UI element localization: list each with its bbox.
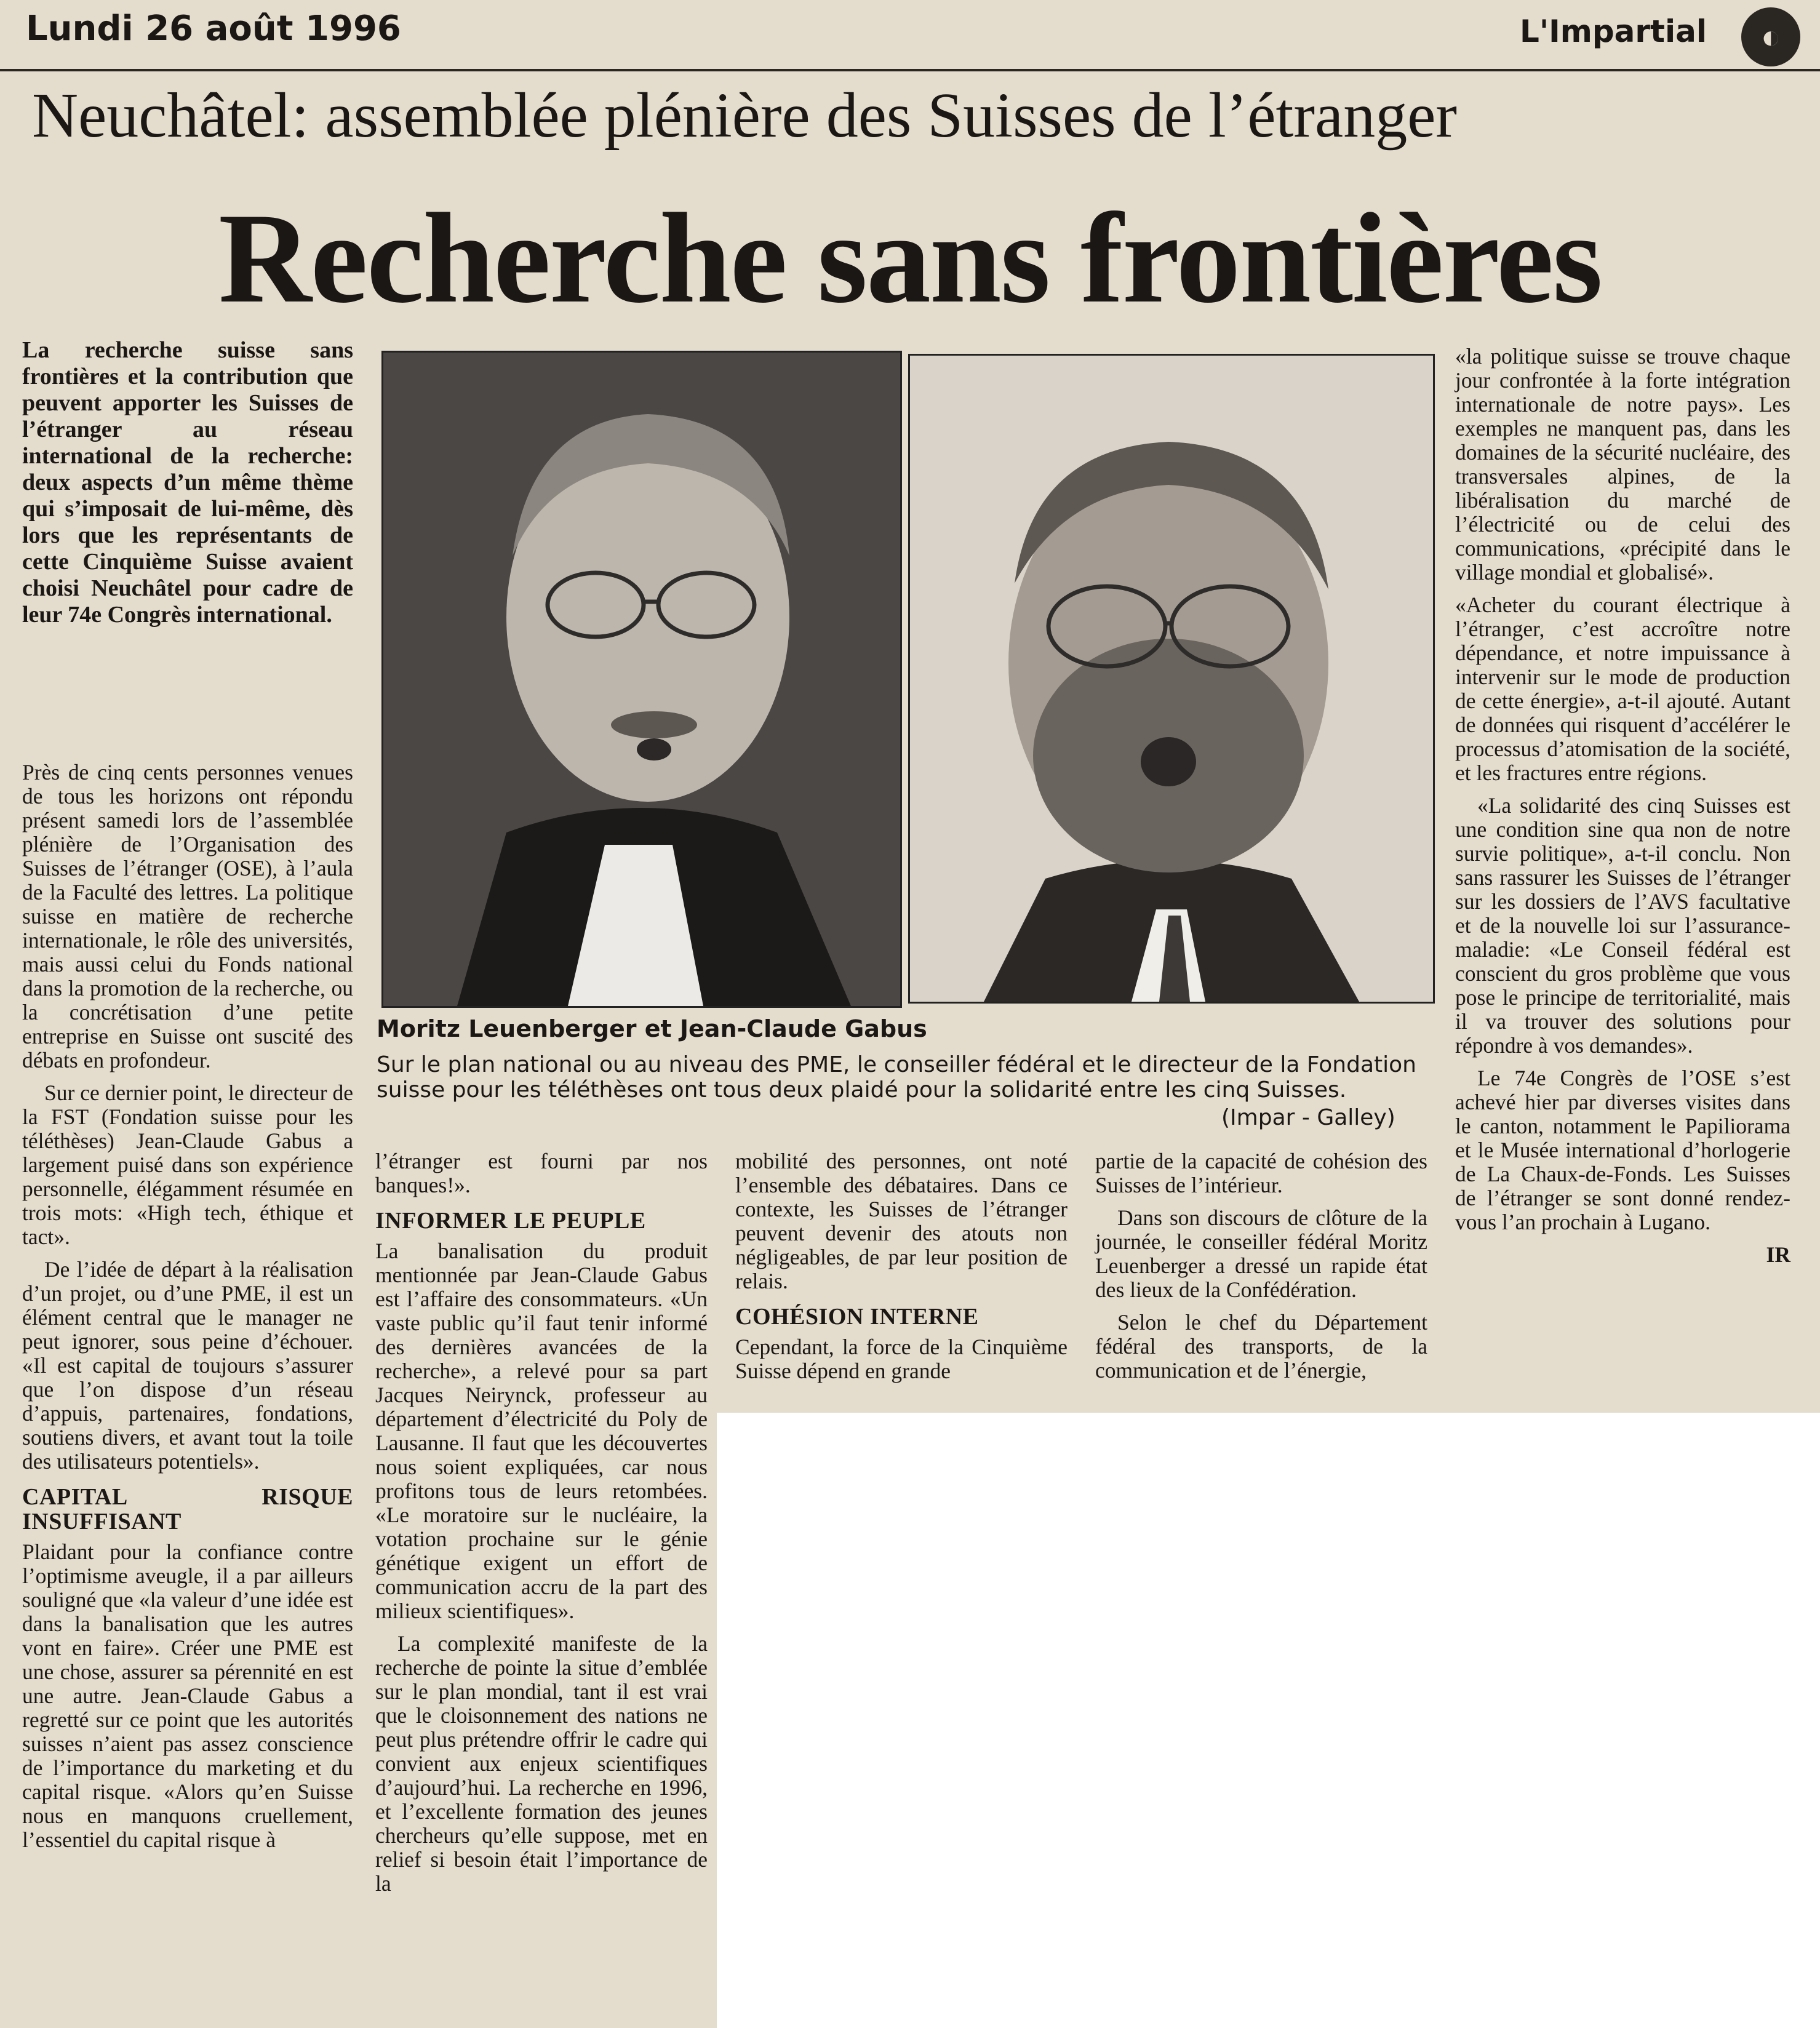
paragraph: De l’idée de départ à la réalisation d’un projet, ou d’une PME, il est un élément central que le manager ne peut ignorer, sous peine d’échouer. «Il est capital de toujours s’assurer que l’on dispose d’un réseau d’appuis, partenaires, fondations, soutiens divers, et avant tout la toile des utilisateurs potentiels». — [22, 1257, 353, 1474]
masthead-logo-icon: ◐ — [1741, 7, 1800, 66]
paragraph: mobilité des personnes, ont noté l’ensemble des débataires. Dans ce contexte, les Suisses de l’étranger peuvent devenir des atouts non négligeables, de par leur position de relais. — [735, 1149, 1068, 1293]
subheading-cohesion-interne: COHÉSION INTERNE — [735, 1304, 979, 1330]
paragraph: «Acheter du courant électrique à l’étranger, c’est accroître notre dépendance, et notre impuissance à intervenir sur le mode de production de cette énergie», a-t-il ajouté. Autant de données qui risquent d’accélérer le processus d’atomisation de la société, et les fractures entre régions. — [1455, 593, 1790, 785]
photo-caption: Sur le plan national ou au niveau des PME, le conseiller fédéral et le directeur de la Fondation suisse pour les téléthèses ont tous deux plaidé pour la solidarité entre les cinq Suisses. — [377, 1052, 1416, 1103]
issue-date: Lundi 26 août 1996 — [26, 9, 401, 49]
article-column-5 — [1455, 345, 1790, 1267]
paragraph: Dans son discours de clôture de la journée, le conseiller fédéral Moritz Leuenberger a dressé un rapide état des lieux de la Confédération. — [1095, 1205, 1427, 1302]
paragraph: Plaidant pour la confiance contre l’optimisme aveugle, il a par ailleurs souligné que «la valeur d’une idée est dans la banalisation que les autres vont en faire». Créer une PME est une chose, assurer sa pérennité en est une autre. Jean-Claude Gabus a regretté sur ce point que les autorités suisses n’aient pas assez conscience de l’importance du marketing et du capital risque. «Alors qu’en Suisse nous en manquons cruellement, l’essentiel du capital risque à — [22, 1539, 353, 1852]
portrait-illustration — [383, 353, 900, 1006]
portrait-illustration — [910, 356, 1433, 1002]
photo-caption-names: Moritz Leuenberger et Jean-Claude Gabus — [377, 1015, 927, 1042]
paragraph: «La solidarité des cinq Suisses est une condition sine qua non de notre survie politique», a-t-il conclu. Non sans rassurer les Suisses de l’étranger sur les dossiers de l’AVS facultative et de la nouvelle loi sur l’assurance-maladie: «Le Conseil fédéral est conscient du gros problème que vous pose le principe de territorialité, mais il va trouver des solutions pour répondre à vos demandes». — [1455, 793, 1790, 1058]
article-column-2 — [375, 1149, 708, 1904]
paragraph: La banalisation du produit mentionnée par Jean-Claude Gabus est l’affaire des consommateurs. «Un vaste public qu’il faut tenir informé des dernières avancées de la recherche», a relevé pour sa part Jacques Neirynck, professeur au département d’électricité du Poly de Lausanne. Il faut que les découvertes nous soient expliquées, car nous profitons tous de leurs retombées. «Le moratoire sur le nucléaire, la votation prochaine sur le génie génétique exigent un effort de communication accru de la part des milieux scientifiques». — [375, 1239, 708, 1623]
paragraph: Sur ce dernier point, le directeur de la FST (Fondation suisse pour les téléthèses) Jean-Claude Gabus a largement puisé dans son expérience personnelle, élégamment résumée en trois mots: «High tech, éthique et tact». — [22, 1080, 353, 1249]
article-headline: Recherche sans frontières — [218, 187, 1602, 330]
photo-credit: (Impar - Galley) — [1221, 1105, 1395, 1130]
paragraph: l’étranger est fourni par nos banques!». — [375, 1149, 708, 1197]
paragraph: Cependant, la force de la Cinquième Suisse dépend en grande — [735, 1335, 1068, 1383]
paragraph: partie de la capacité de cohésion des Suisses de l’intérieur. — [1095, 1149, 1427, 1197]
header-rule — [0, 69, 1820, 71]
article-lead: La recherche suisse sans frontières et la contribution que peuvent apporter les Suisses de l’étranger au réseau international de la recherche: deux aspects d’un même thème qui s’imposait de lui-même, dès lors que les représentants de cette Cinquième Suisse avaient choisi Neuchâtel pour cadre de leur 74e Congrès international. — [22, 337, 353, 628]
subheading-informer-le-peuple: INFORMER LE PEUPLE — [375, 1208, 646, 1234]
article-surtitle: Neuchâtel: assemblée plénière des Suisses de l’étranger — [32, 80, 1457, 151]
photo-moritz-leuenberger — [381, 351, 902, 1008]
paragraph: Le 74e Congrès de l’OSE s’est achevé hier par diverses visites dans le canton, notamment le Papiliorama et le Musée international d’horlogerie de La Chaux-de-Fonds. Les Suisses de l’étranger se sont donné rendez-vous l’an prochain à Lugano. — [1455, 1066, 1790, 1234]
paragraph: Selon le chef du Département fédéral des transports, de la communication et de l’énergie, — [1095, 1310, 1427, 1383]
photo-jean-claude-gabus — [908, 354, 1435, 1004]
article-column-1 — [22, 760, 353, 1861]
author-signature: IR — [1766, 1242, 1790, 1267]
newspaper-masthead: L'Impartial — [1520, 14, 1707, 49]
article-column-3 — [735, 1149, 1068, 1392]
subheading-capital-risque: CAPITAL RISQUE INSUFFISANT — [22, 1484, 353, 1535]
article-column-4 — [1095, 1149, 1427, 1391]
paragraph: Près de cinq cents personnes venues de tous les horizons ont répondu présent samedi lors de l’assemblée plénière de l’Organisation des Suisses de l’étranger (OSE), à l’aula de la Faculté des lettres. La politique suisse en matière de recherche internationale, le rôle des universités, mais aussi celui du Fonds national dans la promotion de la recherche, ou la concrétisation d’une petite entreprise en Suisse ont suscité des débats en profondeur. — [22, 760, 353, 1072]
paragraph: «la politique suisse se trouve chaque jour confrontée à la forte intégration internationale de notre pays». Les exemples ne manquent pas, dans les domaines de la sécurité nucléaire, des transversales alpines, de la libéralisation du marché de l’électricité ou de celui des communications, «précipité dans le village mondial et globalisé». — [1455, 344, 1790, 585]
paragraph: La complexité manifeste de la recherche de pointe la situe d’emblée sur le plan mondial, tant il est vrai que le cloisonnement des nations ne peut plus prétendre offrir le cadre qui convient aux enjeux scientifiques d’aujourd’hui. La recherche en 1996, et l’excellente formation des jeunes chercheurs qu’elle suppose, met en relief si besoin était l’importance de la — [375, 1631, 708, 1896]
